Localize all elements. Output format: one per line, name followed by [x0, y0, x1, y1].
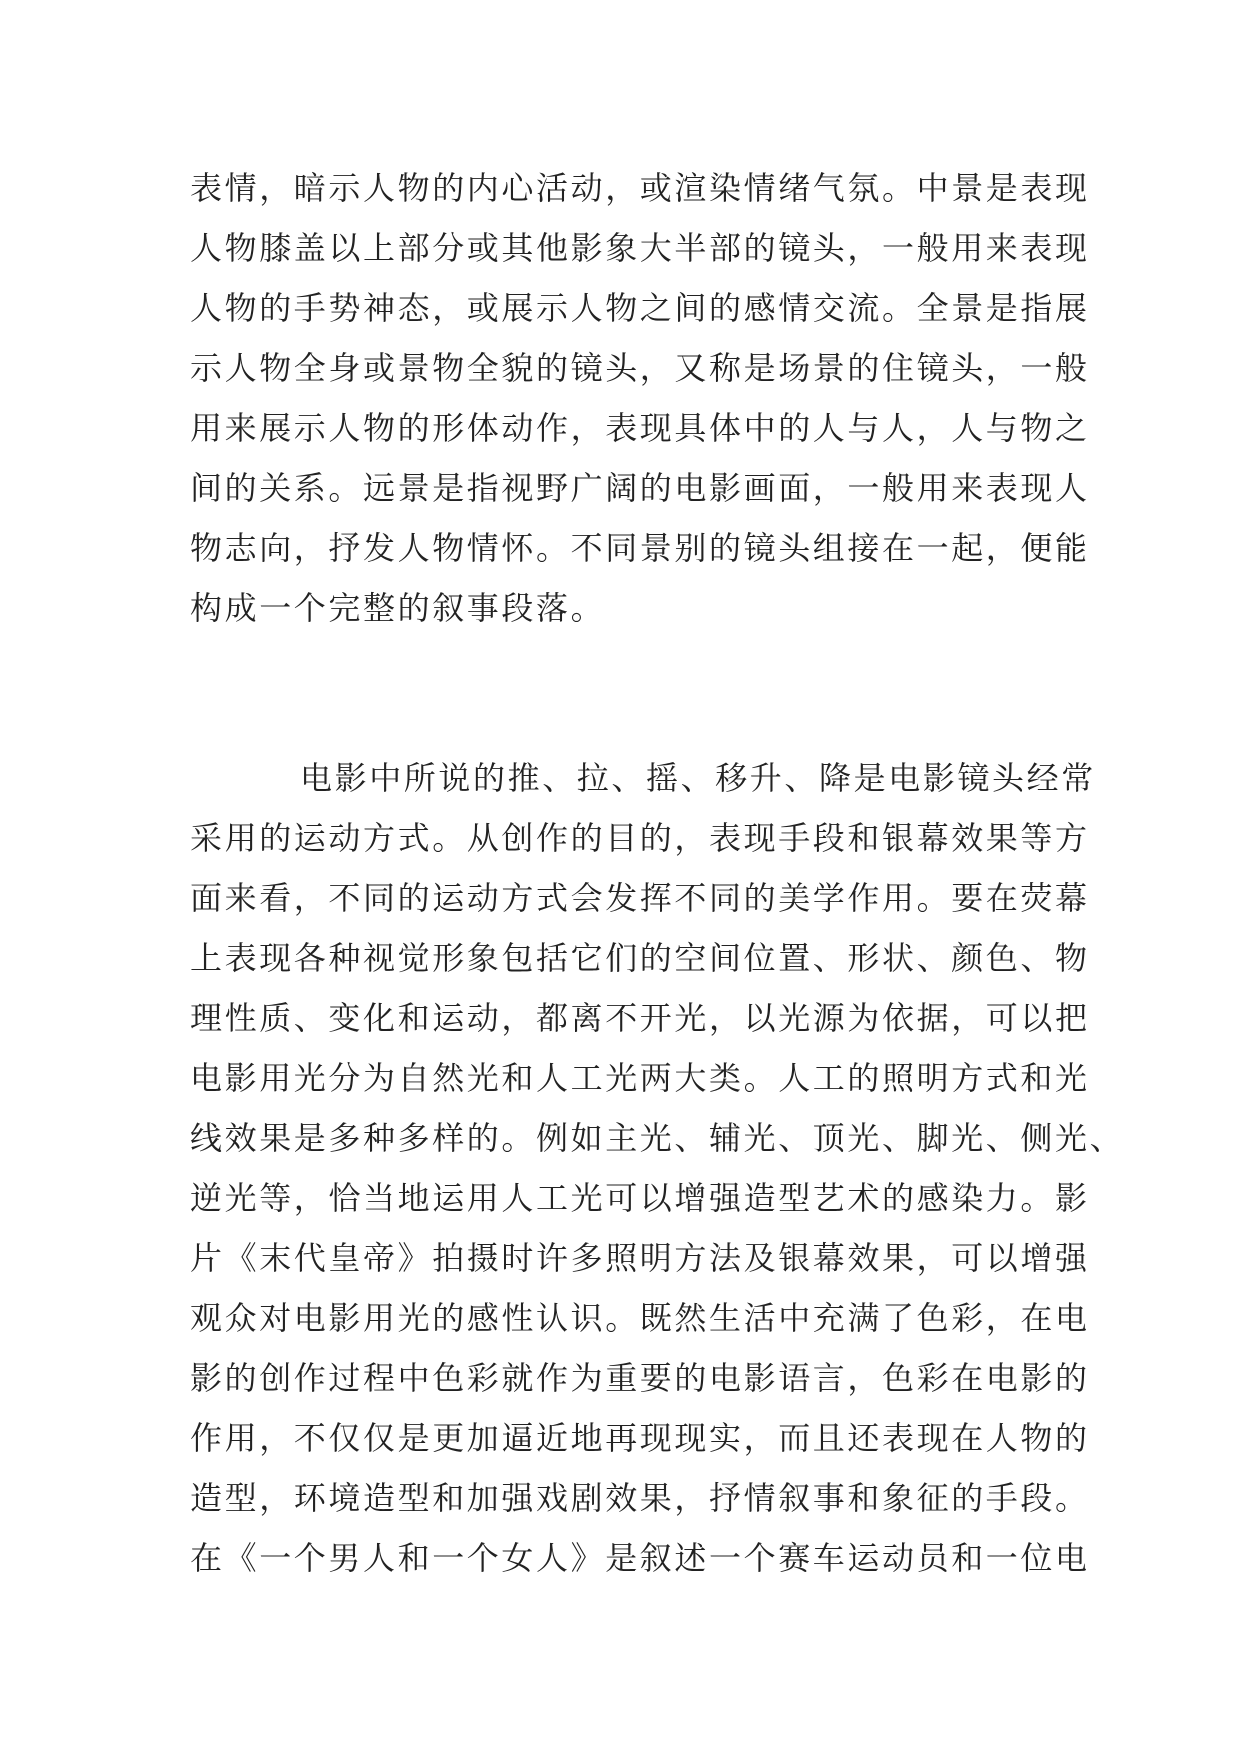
paragraph-line: 间的关系。远景是指视野广阔的电影画面，一般用来表现人 [190, 469, 1090, 507]
paragraph-line: 作用，不仅仅是更加逼近地再现现实，而且还表现在人物的 [190, 1419, 1090, 1457]
paragraph-line: 造型，环境造型和加强戏剧效果，抒情叙事和象征的手段。 [190, 1479, 1090, 1517]
paragraph-line: 面来看，不同的运动方式会发挥不同的美学作用。要在荧幕 [190, 879, 1090, 917]
paragraph-line: 影的创作过程中色彩就作为重要的电影语言，色彩在电影的 [190, 1359, 1090, 1397]
paragraph-line: 用来展示人物的形体动作，表现具体中的人与人，人与物之 [190, 409, 1090, 447]
paragraph-line: 构成一个完整的叙事段落。 [190, 589, 606, 627]
paragraph-line: 人物膝盖以上部分或其他影象大半部的镜头，一般用来表现 [190, 229, 1090, 267]
paragraph-line: 上表现各种视觉形象包括它们的空间位置、形状、颜色、物 [190, 939, 1090, 977]
paragraph-line: 电影用光分为自然光和人工光两大类。人工的照明方式和光 [190, 1059, 1090, 1097]
paragraph-line: 片《末代皇帝》拍摄时许多照明方法及银幕效果，可以增强 [190, 1239, 1090, 1277]
paragraph-line: 采用的运动方式。从创作的目的，表现手段和银幕效果等方 [190, 819, 1090, 857]
paragraph-line: 线效果是多种多样的。例如主光、辅光、顶光、脚光、侧光、 [190, 1119, 1125, 1157]
paragraph-line: 在《一个男人和一个女人》是叙述一个赛车运动员和一位电 [190, 1539, 1090, 1577]
paragraph-line: 人物的手势神态，或展示人物之间的感情交流。全景是指展 [190, 289, 1090, 327]
paragraph-line: 观众对电影用光的感性认识。既然生活中充满了色彩，在电 [190, 1299, 1090, 1337]
paragraph-line: 逆光等，恰当地运用人工光可以增强造型艺术的感染力。影 [190, 1179, 1090, 1217]
paragraph-line: 电影中所说的推、拉、摇、移升、降是电影镜头经常 [300, 759, 1096, 797]
paragraph-line: 理性质、变化和运动，都离不开光，以光源为依据，可以把 [190, 999, 1090, 1037]
paragraph-line: 物志向，抒发人物情怀。不同景别的镜头组接在一起，便能 [190, 529, 1090, 567]
paragraph-line: 示人物全身或景物全貌的镜头，又称是场景的住镜头，一般 [190, 349, 1090, 387]
paragraph-line: 表情，暗示人物的内心活动，或渲染情绪气氛。中景是表现 [190, 169, 1090, 207]
